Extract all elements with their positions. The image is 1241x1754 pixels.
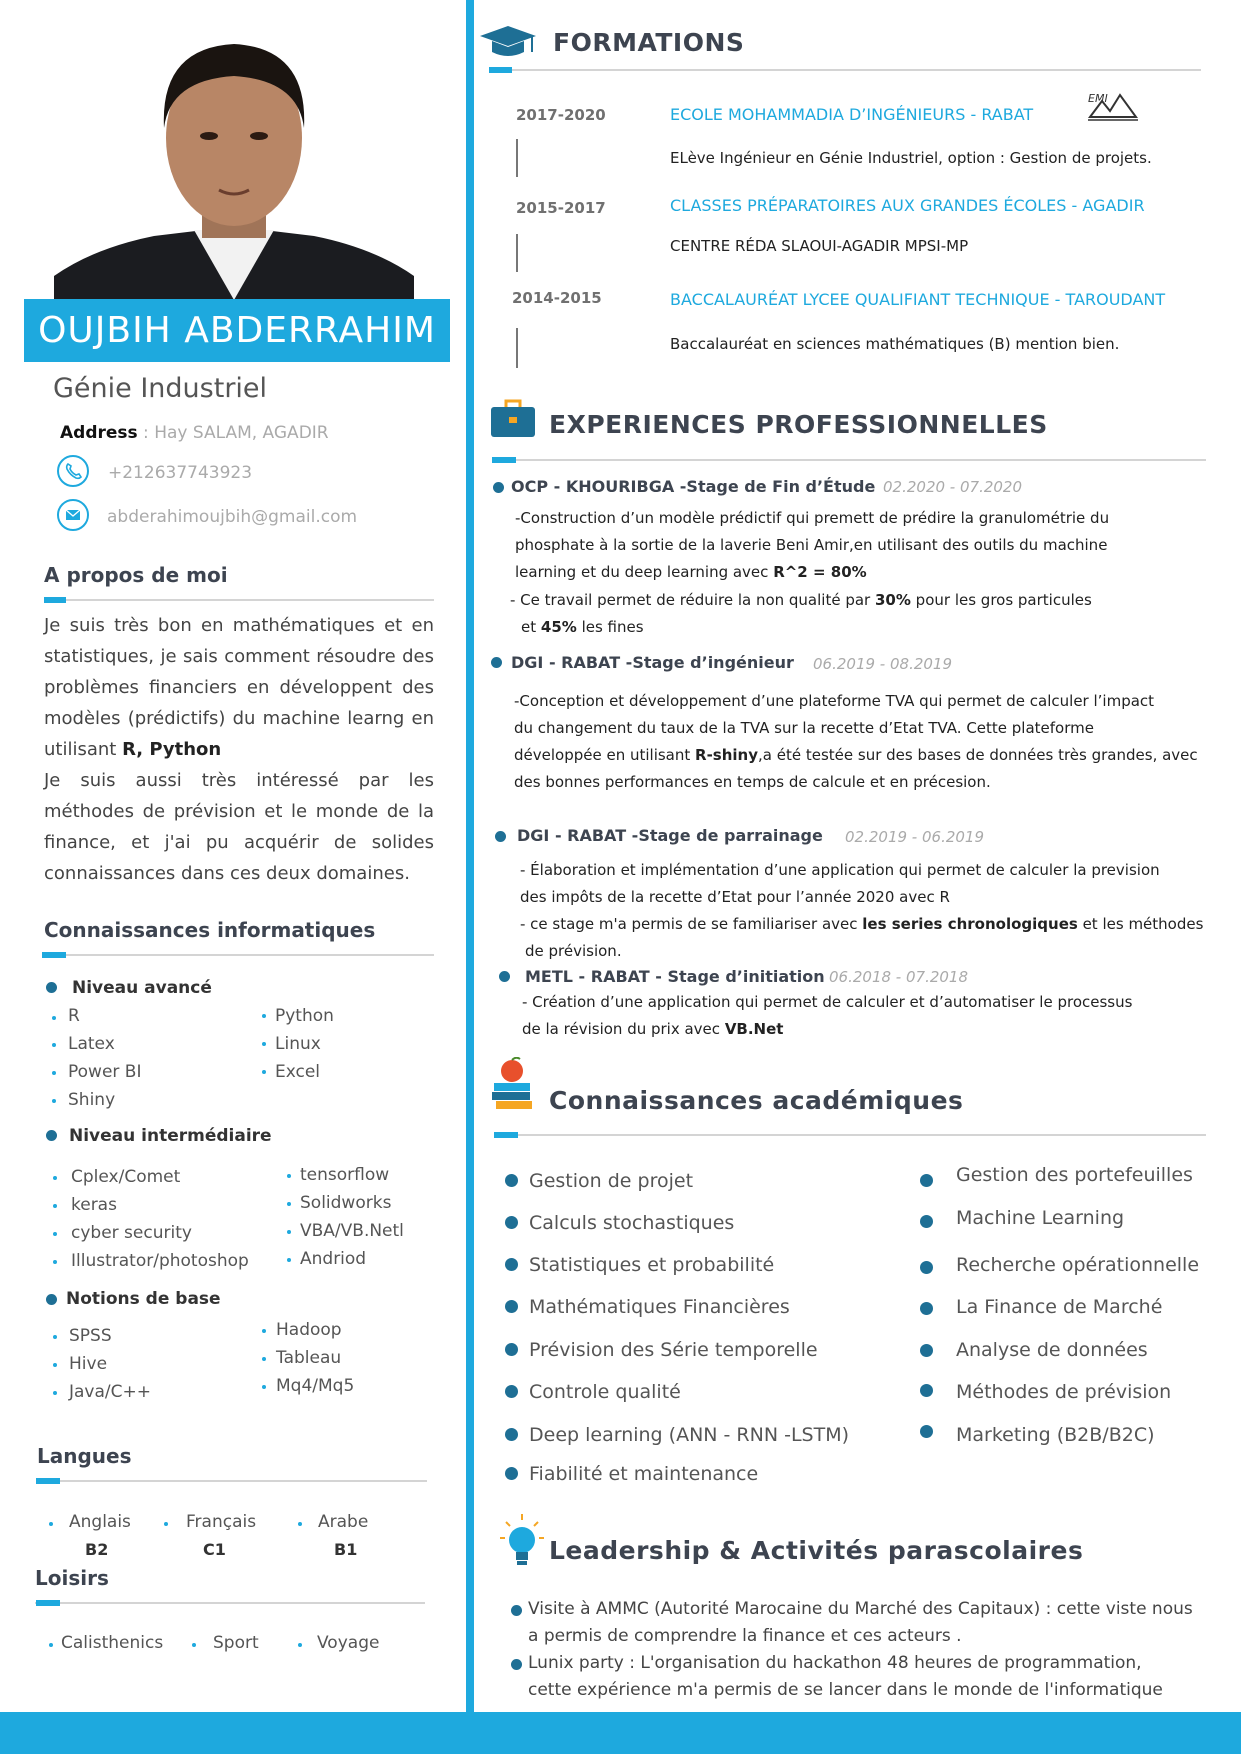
hobbies-accent [36, 1600, 60, 1606]
timeline-line [516, 234, 518, 272]
bullet-dot [262, 1385, 266, 1389]
academic-heading: Connaissances académiques [549, 1086, 964, 1115]
experiences-divider [492, 459, 1206, 461]
address-label: Address [60, 423, 138, 443]
about-paragraph-1 [44, 610, 434, 765]
language-english-level: B2 [85, 1540, 109, 1559]
advanced-level-label: Niveau avancé [72, 978, 212, 998]
experience-dgi1-line-4: des bonnes performances en temps de calcule et en précesion. [514, 773, 991, 791]
bottom-band [0, 1712, 1241, 1754]
ocp-line-3-text: learning et du deep learning avec [515, 563, 774, 581]
bullet-dot [505, 1258, 518, 1271]
experience-ocp-title: OCP - KHOURIBGA -Stage de Fin d’Étude [511, 477, 876, 496]
skill-vba: VBA/VB.Netl [300, 1221, 404, 1241]
emi-logo-text: EMI [1088, 92, 1108, 105]
basic-level-label: Notions de base [66, 1289, 221, 1309]
academic-item: Statistiques et probabilité [529, 1254, 775, 1276]
bullet-dot [262, 1014, 266, 1018]
bullet-dot [505, 1467, 518, 1480]
timeline-line [516, 328, 518, 368]
experience-dgi2-title: DGI - RABAT -Stage de parrainage [517, 826, 823, 845]
bullet-dot [298, 1643, 302, 1647]
about-text [44, 610, 434, 889]
bullet-dot [920, 1261, 933, 1274]
about-accent [44, 597, 66, 603]
bullet-dot [52, 1099, 56, 1103]
bullet-dot [505, 1385, 518, 1398]
bullet-dot [287, 1258, 291, 1262]
skill-excel: Excel [275, 1062, 321, 1082]
academic-divider [494, 1134, 1206, 1136]
bullet-dot [262, 1329, 266, 1333]
languages-divider [37, 1480, 427, 1482]
academic-item: Méthodes de prévision [956, 1381, 1172, 1403]
profile-photo [54, 18, 414, 300]
experience-dot [493, 482, 504, 493]
skill-python: Python [275, 1006, 334, 1026]
ocp-30-value: 30% [875, 591, 911, 609]
formations-accent [489, 67, 512, 73]
it-skills-heading: Connaissances informatiques [44, 918, 376, 942]
leadership-item-2-line-2: cette expérience m'a permis de se lancer dans le monde de l'informatique [528, 1680, 1163, 1700]
about-paragraph-2: Je suis aussi très intéressé par les méthodes de prévision et le monde de la finance, et j'ai pu acquérir de solides connaissances dans ces deux domaines. [44, 770, 434, 884]
about-divider [44, 599, 434, 601]
dgi1-rshiny: R-shiny [695, 746, 759, 764]
hobby-calisthenics: Calisthenics [61, 1633, 164, 1653]
bullet-dot [53, 1391, 57, 1395]
skill-r: R [68, 1006, 80, 1026]
skill-java: Java/C++ [69, 1382, 151, 1402]
experience-dgi2-dates: 02.2019 - 06.2019 [845, 828, 985, 846]
bullet-dot [920, 1215, 933, 1228]
about-heading: A propos de moi [44, 563, 228, 587]
email-icon [57, 499, 89, 531]
languages-accent [36, 1478, 60, 1484]
experience-metl-line-1: - Création d’une application qui permet de calculer et d’automatiser le processus [522, 993, 1133, 1011]
formation-school: ECOLE MOHAMMADIA D’INGÉNIEURS - RABAT [670, 105, 1034, 124]
skill-hive: Hive [69, 1354, 108, 1374]
formation-school: BACCALAURÉAT LYCEE QUALIFIANT TECHNIQUE - TAROUDANT [670, 290, 1166, 309]
formations-divider [489, 69, 1201, 71]
address-value: : Hay SALAM, AGADIR [137, 423, 329, 443]
bullet-dot [920, 1302, 933, 1315]
skill-keras: keras [71, 1195, 117, 1215]
skill-tableau: Tableau [276, 1348, 342, 1368]
bullet-dot [49, 1643, 53, 1647]
experience-dgi1-dates: 06.2019 - 08.2019 [813, 655, 953, 673]
skill-cplex: Cplex/Comet [71, 1167, 181, 1187]
full-name: OUJBIH ABDERRAHIM [24, 299, 450, 362]
bullet-dot [920, 1344, 933, 1357]
bullet-dot [53, 1232, 57, 1236]
language-arabic-level: B1 [334, 1540, 358, 1559]
experience-ocp-line-3 [515, 559, 867, 586]
academic-item: Recherche opérationnelle [956, 1254, 1200, 1276]
leadership-item-1-line-2: a permis de comprendre la finance et ces acteurs . [528, 1626, 962, 1646]
bullet-dot [505, 1300, 518, 1313]
leadership-item-2-line-1: Lunix party : L'organisation du hackathon 48 heures de programmation, [528, 1653, 1142, 1673]
academic-item: Mathématiques Financières [529, 1296, 790, 1318]
lightbulb-icon [500, 1514, 544, 1578]
experience-dot [495, 831, 506, 842]
level-dot [46, 982, 57, 993]
level-dot [46, 1294, 57, 1305]
metl-line-2-text: de la révision du prix avec [522, 1020, 725, 1038]
experience-dot [491, 657, 502, 668]
bullet-dot [920, 1425, 933, 1438]
skill-tensorflow: tensorflow [300, 1165, 390, 1185]
experience-ocp-line-1: -Construction d’un modèle prédictif qui premett de prédire la granulométrie du [515, 509, 1110, 527]
skill-cyber-security: cyber security [71, 1223, 192, 1243]
leadership-heading: Leadership & Activités parascolaires [549, 1536, 1084, 1565]
academic-item: La Finance de Marché [956, 1296, 1163, 1318]
dgi1-line-3-text: développée en utilisant [514, 746, 696, 764]
dgi2-line-3-text: - ce stage m'a permis de se familiariser avec [520, 915, 863, 933]
academic-item: Calculs stochastiques [529, 1212, 735, 1234]
job-title: Génie Industriel [53, 373, 268, 404]
books-icon [490, 1057, 534, 1117]
experience-metl-line-2 [522, 1016, 783, 1043]
experience-dgi2-line-2: des impôts de la recette d’Etat pour l’année 2020 avec R [520, 888, 950, 906]
skill-android: Andriod [300, 1249, 367, 1269]
phone-number[interactable]: +212637743923 [108, 463, 253, 483]
skill-spss: SPSS [69, 1326, 112, 1346]
academic-item: Gestion de projet [529, 1170, 694, 1192]
academic-item: Analyse de données [956, 1339, 1148, 1361]
experiences-accent [492, 457, 516, 463]
bullet-dot [262, 1042, 266, 1046]
bullet-dot [52, 1071, 56, 1075]
language-english: Anglais [69, 1512, 131, 1532]
timeline-line [516, 139, 518, 177]
hobby-voyage: Voyage [317, 1633, 380, 1653]
intermediate-level-label: Niveau intermédiaire [69, 1126, 272, 1146]
ocp-line-5-text: et [521, 618, 541, 636]
experience-metl-title: METL - RABAT - Stage d’initiation [525, 967, 825, 986]
ocp-line-4-text: - Ce travail permet de réduire la non qualité par [510, 591, 875, 609]
ocp-line-5-end: les fines [576, 618, 644, 636]
skill-power-bi: Power BI [68, 1062, 142, 1082]
formation-detail: CENTRE RÉDA SLAOUI-AGADIR MPSI-MP [670, 237, 969, 255]
experience-dgi1-line-3 [514, 742, 1198, 769]
phone-icon [57, 455, 89, 487]
formation-years: 2015-2017 [516, 199, 606, 217]
academic-item: Fiabilité et maintenance [529, 1463, 759, 1485]
skill-shiny: Shiny [68, 1090, 116, 1110]
skill-hadoop: Hadoop [276, 1320, 342, 1340]
language-french-level: C1 [203, 1540, 226, 1559]
skill-solidworks: Solidworks [300, 1193, 392, 1213]
about-p1-text: Je suis très bon en mathématiques et en statistiques, je sais comment résoudre des problèmes financiers en développent des modèles (prédictifs) du machine learng en utilisant [44, 615, 434, 760]
experience-dgi2-line-4: de prévision. [525, 942, 622, 960]
bullet-dot [53, 1204, 57, 1208]
leadership-item-1-line-1: Visite à AMMC (Autorité Marocaine du Marché des Capitaux) : cette viste nous [528, 1599, 1193, 1619]
experience-ocp-line-4 [510, 587, 1092, 614]
bullet-dot [53, 1335, 57, 1339]
academic-accent [494, 1132, 518, 1138]
formations-heading: FORMATIONS [553, 28, 745, 57]
bullet-dot [287, 1174, 291, 1178]
skill-latex: Latex [68, 1034, 115, 1054]
ocp-line-4-end: pour les gros particules [910, 591, 1092, 609]
bullet-dot [505, 1428, 518, 1441]
bullet-dot [511, 1659, 522, 1670]
experience-ocp-dates: 02.2020 - 07.2020 [883, 478, 1023, 496]
academic-item: Gestion des portefeuilles [956, 1164, 1193, 1186]
bullet-dot [49, 1522, 53, 1526]
formation-years: 2014-2015 [512, 289, 602, 307]
bullet-dot [262, 1070, 266, 1074]
skill-illustrator: Illustrator/photoshop [71, 1251, 249, 1271]
formation-detail: Baccalauréat en sciences mathématiques (B) mention bien. [670, 335, 1120, 353]
academic-item: Prévision des Série temporelle [529, 1339, 818, 1361]
it-skills-divider [44, 954, 434, 956]
bullet-dot [511, 1605, 522, 1616]
bullet-dot [52, 1016, 56, 1020]
bullet-dot [53, 1363, 57, 1367]
hobbies-heading: Loisirs [35, 1566, 109, 1590]
bullet-dot [920, 1384, 933, 1397]
bullet-dot [505, 1174, 518, 1187]
emi-logo [1086, 89, 1140, 127]
experience-dgi1-line-1: -Conception et développement d’une plateforme TVA qui permet de calculer l’impact [514, 692, 1155, 710]
address [60, 423, 329, 443]
about-p1-bold: R, Python [122, 739, 222, 760]
language-french: Français [186, 1512, 257, 1532]
metl-vbnet: VB.Net [724, 1020, 784, 1038]
bullet-dot [53, 1176, 57, 1180]
it-skills-accent [42, 952, 66, 958]
academic-item: Controle qualité [529, 1381, 681, 1403]
dgi2-series: les series chronologiques [862, 915, 1078, 933]
hobby-sport: Sport [213, 1633, 259, 1653]
vertical-divider [466, 0, 474, 1712]
experience-dgi1-line-2: du changement du taux de la TVA sur la recette d’Etat TVA. Cette plateforme [514, 719, 1094, 737]
academic-item: Machine Learning [956, 1207, 1125, 1229]
bullet-dot [52, 1043, 56, 1047]
experience-dgi2-line-1: - Élaboration et implémentation d’une application qui permet de calculer la prevision [520, 861, 1160, 879]
graduation-cap-icon [478, 22, 538, 66]
experience-ocp-line-5 [521, 614, 644, 641]
bullet-dot [287, 1202, 291, 1206]
experience-metl-dates: 06.2018 - 07.2018 [829, 968, 969, 986]
experiences-heading: EXPERIENCES PROFESSIONNELLES [549, 410, 1048, 439]
bullet-dot [192, 1643, 196, 1647]
ocp-r2-value: R^2 = 80% [773, 563, 867, 581]
experience-dgi1-title: DGI - RABAT -Stage d’ingénieur [511, 653, 794, 672]
formation-years: 2017-2020 [516, 106, 606, 124]
dgi1-line-3-end: ,a été testée sur des bases de données très grandes, avec [758, 746, 1198, 764]
ocp-45-value: 45% [540, 618, 577, 636]
bullet-dot [164, 1522, 168, 1526]
formation-detail: ELève Ingénieur en Génie Industriel, option : Gestion de projets. [670, 149, 1152, 167]
level-dot [46, 1130, 57, 1141]
briefcase-icon [489, 395, 537, 447]
skill-mq4: Mq4/Mq5 [276, 1376, 355, 1396]
formation-school: CLASSES PRÉPARATOIRES AUX GRANDES ÉCOLES - AGADIR [670, 196, 1145, 215]
academic-item: Marketing (B2B/B2C) [956, 1424, 1155, 1446]
hobbies-divider [35, 1602, 425, 1604]
bullet-dot [287, 1230, 291, 1234]
bullet-dot [505, 1216, 518, 1229]
experience-dgi2-line-3 [520, 911, 1203, 938]
bullet-dot [262, 1357, 266, 1361]
bullet-dot [505, 1343, 518, 1356]
language-arabic: Arabe [318, 1512, 369, 1532]
bullet-dot [53, 1260, 57, 1264]
bullet-dot [920, 1174, 933, 1187]
experience-ocp-line-2: phosphate à la sortie de la laverie Beni Amir,en utilisant des outils du machine [515, 536, 1108, 554]
skill-linux: Linux [275, 1034, 321, 1054]
experience-dot [499, 971, 510, 982]
dgi2-line-3-end: et les méthodes [1077, 915, 1204, 933]
bullet-dot [298, 1522, 302, 1526]
languages-heading: Langues [37, 1444, 132, 1468]
email-address[interactable]: abderahimoujbih@gmail.com [107, 507, 358, 527]
academic-item: Deep learning (ANN - RNN -LSTM) [529, 1424, 850, 1446]
